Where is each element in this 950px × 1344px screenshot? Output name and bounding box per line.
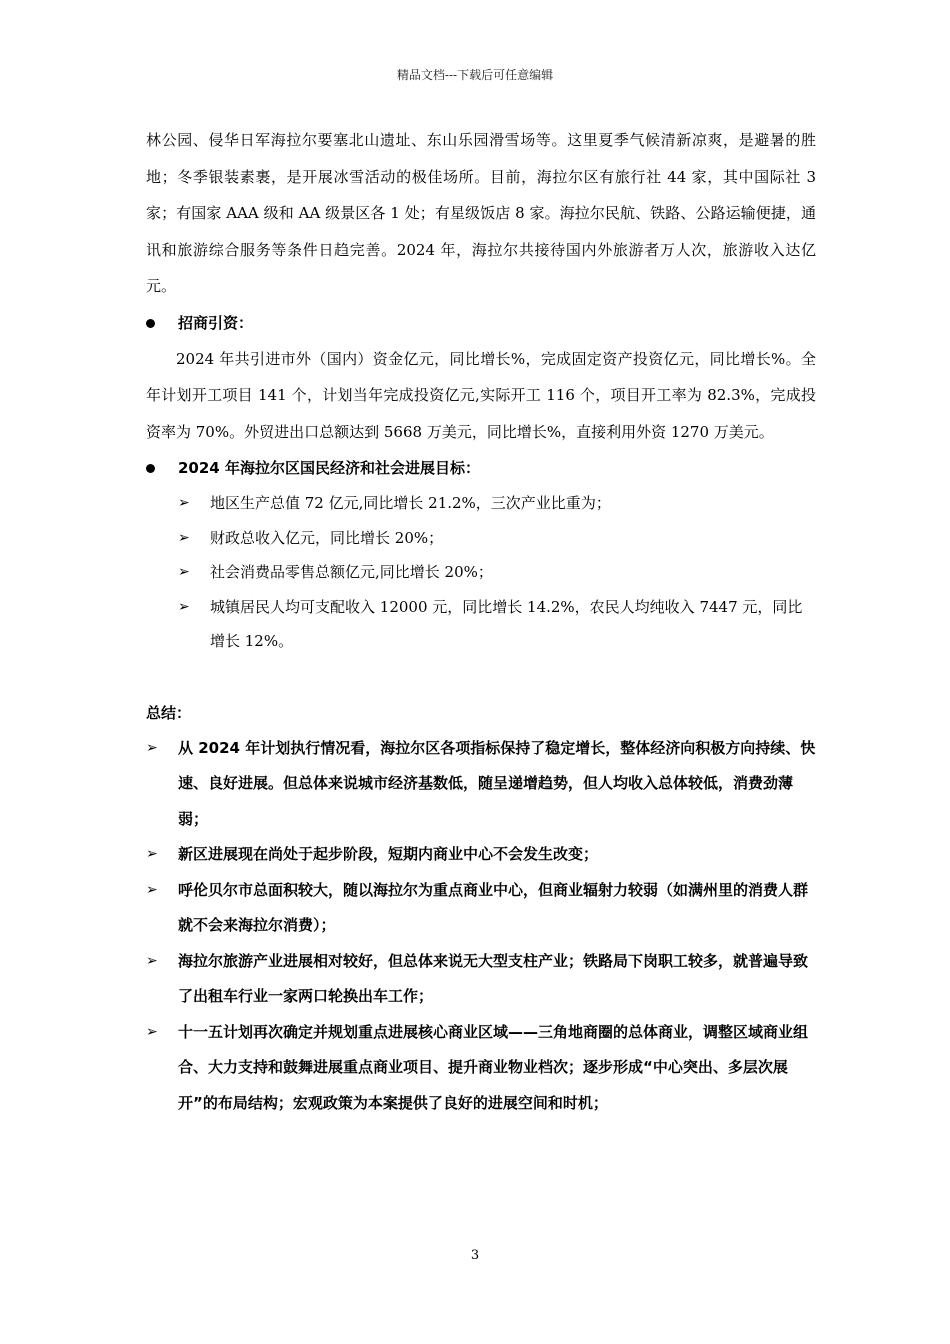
summary-heading: 总结： (146, 703, 192, 722)
bullet-dot-icon (146, 319, 155, 328)
bullet-dot-icon (146, 464, 155, 473)
target-item (146, 521, 816, 556)
arrow-bullet-icon: ➢ (146, 1023, 158, 1040)
targets-heading-text: 2024 年海拉尔区国民经济和社会进展目标： (178, 459, 480, 477)
target-item (146, 590, 816, 659)
summary-item (146, 944, 816, 1015)
page-number: 3 (470, 1248, 480, 1263)
target-item (146, 486, 816, 521)
target-item-text: 财政总收入亿元，同比增长 20%； (210, 528, 444, 547)
summary-item (146, 1015, 816, 1122)
target-item (146, 555, 816, 590)
target-item-text: 城镇居民人均可支配收入 12000 元，同比增长 14.2%，农民人均纯收入 7447 元，同比增长 12%。 (210, 597, 803, 650)
summary-item (146, 873, 816, 944)
summary-item-text: 海拉尔旅游产业进展相对较好，但总体来说无大型支柱产业；铁路局下岗职工较多，就普遍导致了出租车行业一家两口轮换出车工作； (178, 951, 809, 1005)
target-item-text: 社会消费品零售总额亿元,同比增长 20%； (210, 563, 493, 581)
arrow-bullet-icon: ➢ (146, 739, 158, 756)
summary-item (146, 837, 816, 873)
arrow-bullet-icon: ➢ (146, 881, 158, 898)
arrow-bullet-icon: ➢ (178, 598, 190, 615)
investment-heading (146, 305, 816, 341)
investment-paragraph: 2024 年共引进市外（国内）资金亿元，同比增长%，完成固定资产投资亿元，同比增长%。全年计划开工项目 141 个，计划当年完成投资亿元,实际开工 116 个，项目开工率为 82.3%，完成投资率为 70%。外贸进出口总额达到 5668 万美元，同比增长%，直接利用外资 1270 万美元。 (146, 349, 816, 441)
summary-item (146, 731, 816, 838)
document-body (146, 122, 816, 1121)
arrow-bullet-icon: ➢ (178, 529, 190, 546)
intro-paragraph: 林公园、侵华日军海拉尔要塞北山遗址、东山乐园滑雪场等。这里夏季气候清新凉爽，是避暑的胜地；冬季银装素裹，是开展冰雪活动的极佳场所。目前，海拉尔区有旅行社 44 家，其中国际社 3 家；有国家 AAA 级和 AA 级景区各 1 处；有星级饭店 8 家。海拉尔民航、铁路、公路运输便捷，通讯和旅游综合服务等条件日趋完善。2024 年，海拉尔共接待国内外旅游者万人次，旅游收入达亿元。 (146, 131, 816, 295)
target-item-text: 地区生产总值 72 亿元,同比增长 21.2%，三次产业比重为； (210, 494, 611, 512)
targets-heading (146, 450, 816, 486)
summary-item-text: 十一五计划再次确定并规划重点进展核心商业区域——三角地商圈的总体商业，调整区域商业组合、大力支持和鼓舞进展重点商业项目、提升商业物业档次；逐步形成“中心突出、多层次展开”的布局结构；宏观政策为本案提供了良好的进展空间和时机； (178, 1022, 809, 1112)
arrow-bullet-icon: ➢ (178, 495, 190, 511)
page-header: 精品文档---下载后可任意编辑 (396, 68, 554, 82)
arrow-bullet-icon: ➢ (146, 846, 158, 862)
summary-item-text: 呼伦贝尔市总面积较大，随以海拉尔为重点商业中心，但商业辐射力较弱（如满州里的消费人群就不会来海拉尔消费）； (178, 880, 809, 934)
summary-item-text: 新区进展现在尚处于起步阶段，短期内商业中心不会发生改变； (178, 845, 599, 863)
arrow-bullet-icon: ➢ (146, 952, 158, 969)
arrow-bullet-icon: ➢ (178, 564, 190, 580)
summary-item-text: 从 2024 年计划执行情况看，海拉尔区各项指标保持了稳定增长，整体经济向积极方向持续、快速、良好进展。但总体来说城市经济基数低，随呈递增趋势，但人均收入总体较低，消费劲薄弱； (178, 738, 816, 828)
investment-heading-text: 招商引资： (178, 313, 254, 332)
section-spacer (146, 659, 816, 695)
